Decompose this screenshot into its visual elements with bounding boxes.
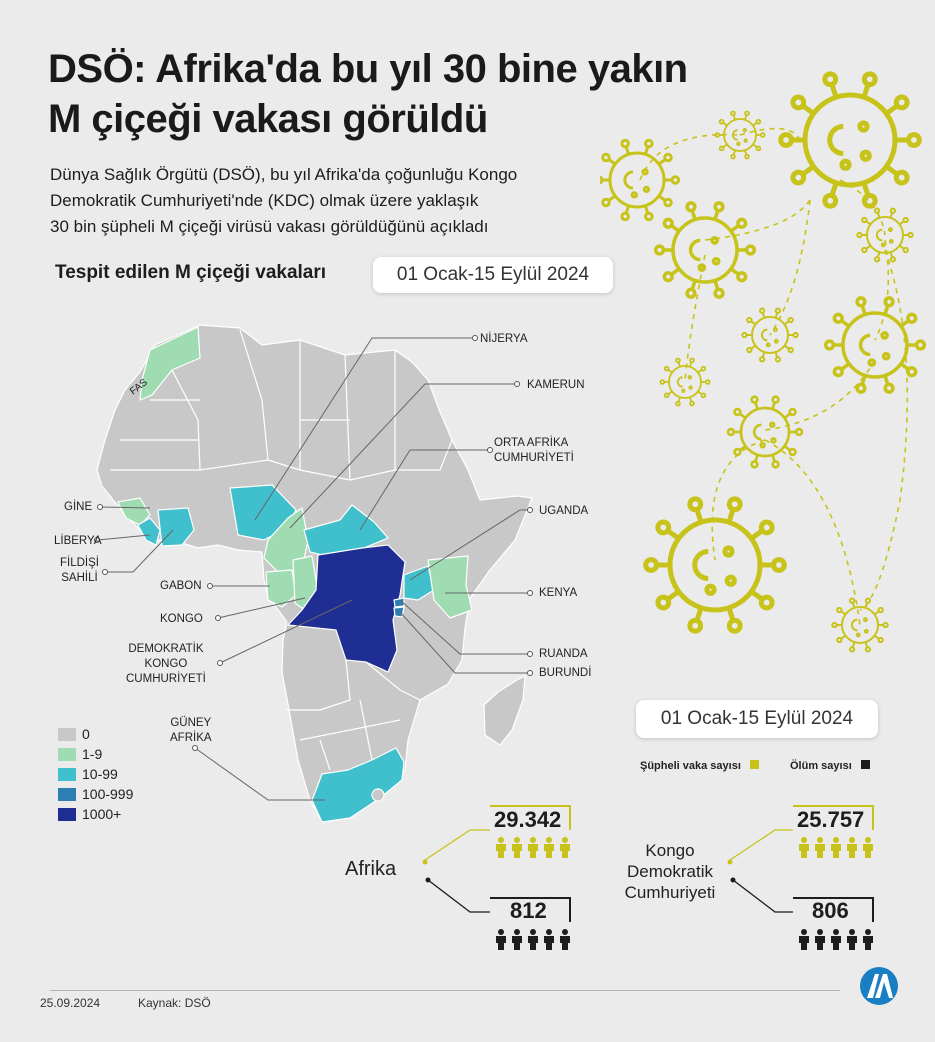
drc-name-3: Cumhuriyeti [624, 883, 716, 902]
person-icon [512, 837, 522, 858]
intro-line-2: Demokratik Cumhuriyeti'nde (KDC) olmak üzere yaklaşık [50, 191, 479, 210]
title-line-1: DSÖ: Afrika'da bu yıl 30 bine yakın [48, 47, 688, 91]
legend-label: 0 [82, 726, 90, 742]
title-line-2: M çiçeği vakası görüldü [48, 97, 488, 141]
legend-label: 1000+ [82, 806, 122, 822]
person-icon [528, 929, 538, 950]
map-label-gine: GİNE [64, 501, 93, 513]
person-icon [831, 837, 841, 858]
footer-date: 25.09.2024 [40, 996, 101, 1010]
map-date-badge: 01 Ocak-15 Eylül 2024 [373, 257, 613, 293]
map-title: Tespit edilen M çiçeği vakaları [55, 262, 327, 283]
map-label-guney-2: AFRİKA [170, 732, 212, 744]
africa-suspected-value: 29.342 [494, 807, 562, 832]
map-label-fas: FAS [128, 377, 150, 398]
intro-line-3: 30 bin şüpheli M çiçeği virüsü vakası görüldüğünü açıkladı [50, 217, 489, 236]
footer-source: Kaynak: DSÖ [138, 996, 211, 1010]
map-label-nijerya: NİJERYA [480, 333, 528, 345]
intro-line-1: Dünya Sağlık Örgütü (DSÖ), bu yıl Afrika'da çoğunluğu Kongo [50, 165, 518, 184]
person-icon [496, 837, 506, 858]
map-label-kamerun: KAMERUN [527, 379, 585, 391]
map-label-fildisi-2: SAHİLİ [61, 572, 98, 584]
person-icon [544, 929, 554, 950]
legend-label: 10-99 [82, 766, 118, 782]
person-icon [863, 837, 873, 858]
map-label-gabon: GABON [160, 580, 202, 592]
person-icon [560, 837, 570, 858]
map-label-burundi: BURUNDİ [539, 667, 592, 679]
map-label-kdc-1: DEMOKRATİK [128, 643, 204, 655]
person-icon [815, 837, 825, 858]
person-icon [528, 837, 538, 858]
drc-region-label [610, 840, 730, 903]
drc-name-2: Demokratik [627, 862, 713, 881]
map-label-uganda: UGANDA [539, 505, 589, 517]
deaths-legend-label: Ölüm sayısı [790, 760, 852, 772]
map-label-liberya: LİBERYA [54, 535, 102, 547]
person-icon [512, 929, 522, 950]
stats-date-badge: 01 Ocak-15 Eylül 2024 [636, 700, 878, 738]
map-label-kongo: KONGO [160, 613, 203, 625]
person-icon [847, 929, 857, 950]
person-icon [496, 929, 506, 950]
drc-name-1: Kongo [645, 841, 695, 860]
person-icon [815, 929, 825, 950]
map-label-kdc-3: CUMHURİYETİ [126, 673, 206, 685]
person-icon [799, 929, 809, 950]
person-icon [799, 837, 809, 858]
drc-deaths-value: 806 [812, 898, 849, 923]
aa-logo-icon [858, 965, 900, 1007]
map-label-ruanda: RUANDA [539, 648, 588, 660]
legend-label: 100-999 [82, 786, 134, 802]
map-label-kenya: KENYA [539, 587, 578, 599]
africa-region-label: Afrika [345, 858, 397, 880]
person-icon [544, 837, 554, 858]
africa-deaths-value: 812 [510, 898, 547, 923]
person-icon [847, 837, 857, 858]
drc-suspected-value: 25.757 [797, 807, 865, 832]
suspected-legend-label: Şüpheli vaka sayısı [640, 760, 741, 772]
person-icon [831, 929, 841, 950]
person-icon [863, 929, 873, 950]
map-label-guney-1: GÜNEY [170, 717, 212, 729]
footer-divider [50, 990, 840, 991]
map-label-fildisi-1: FİLDİŞİ [60, 557, 99, 569]
person-icon [560, 929, 570, 950]
map-label-orta-afrika-1: ORTA AFRİKA [494, 437, 569, 449]
map-label-orta-afrika-2: CUMHURİYETİ [494, 452, 574, 464]
legend-label: 1-9 [82, 746, 103, 762]
map-label-kdc-2: KONGO [144, 658, 188, 670]
